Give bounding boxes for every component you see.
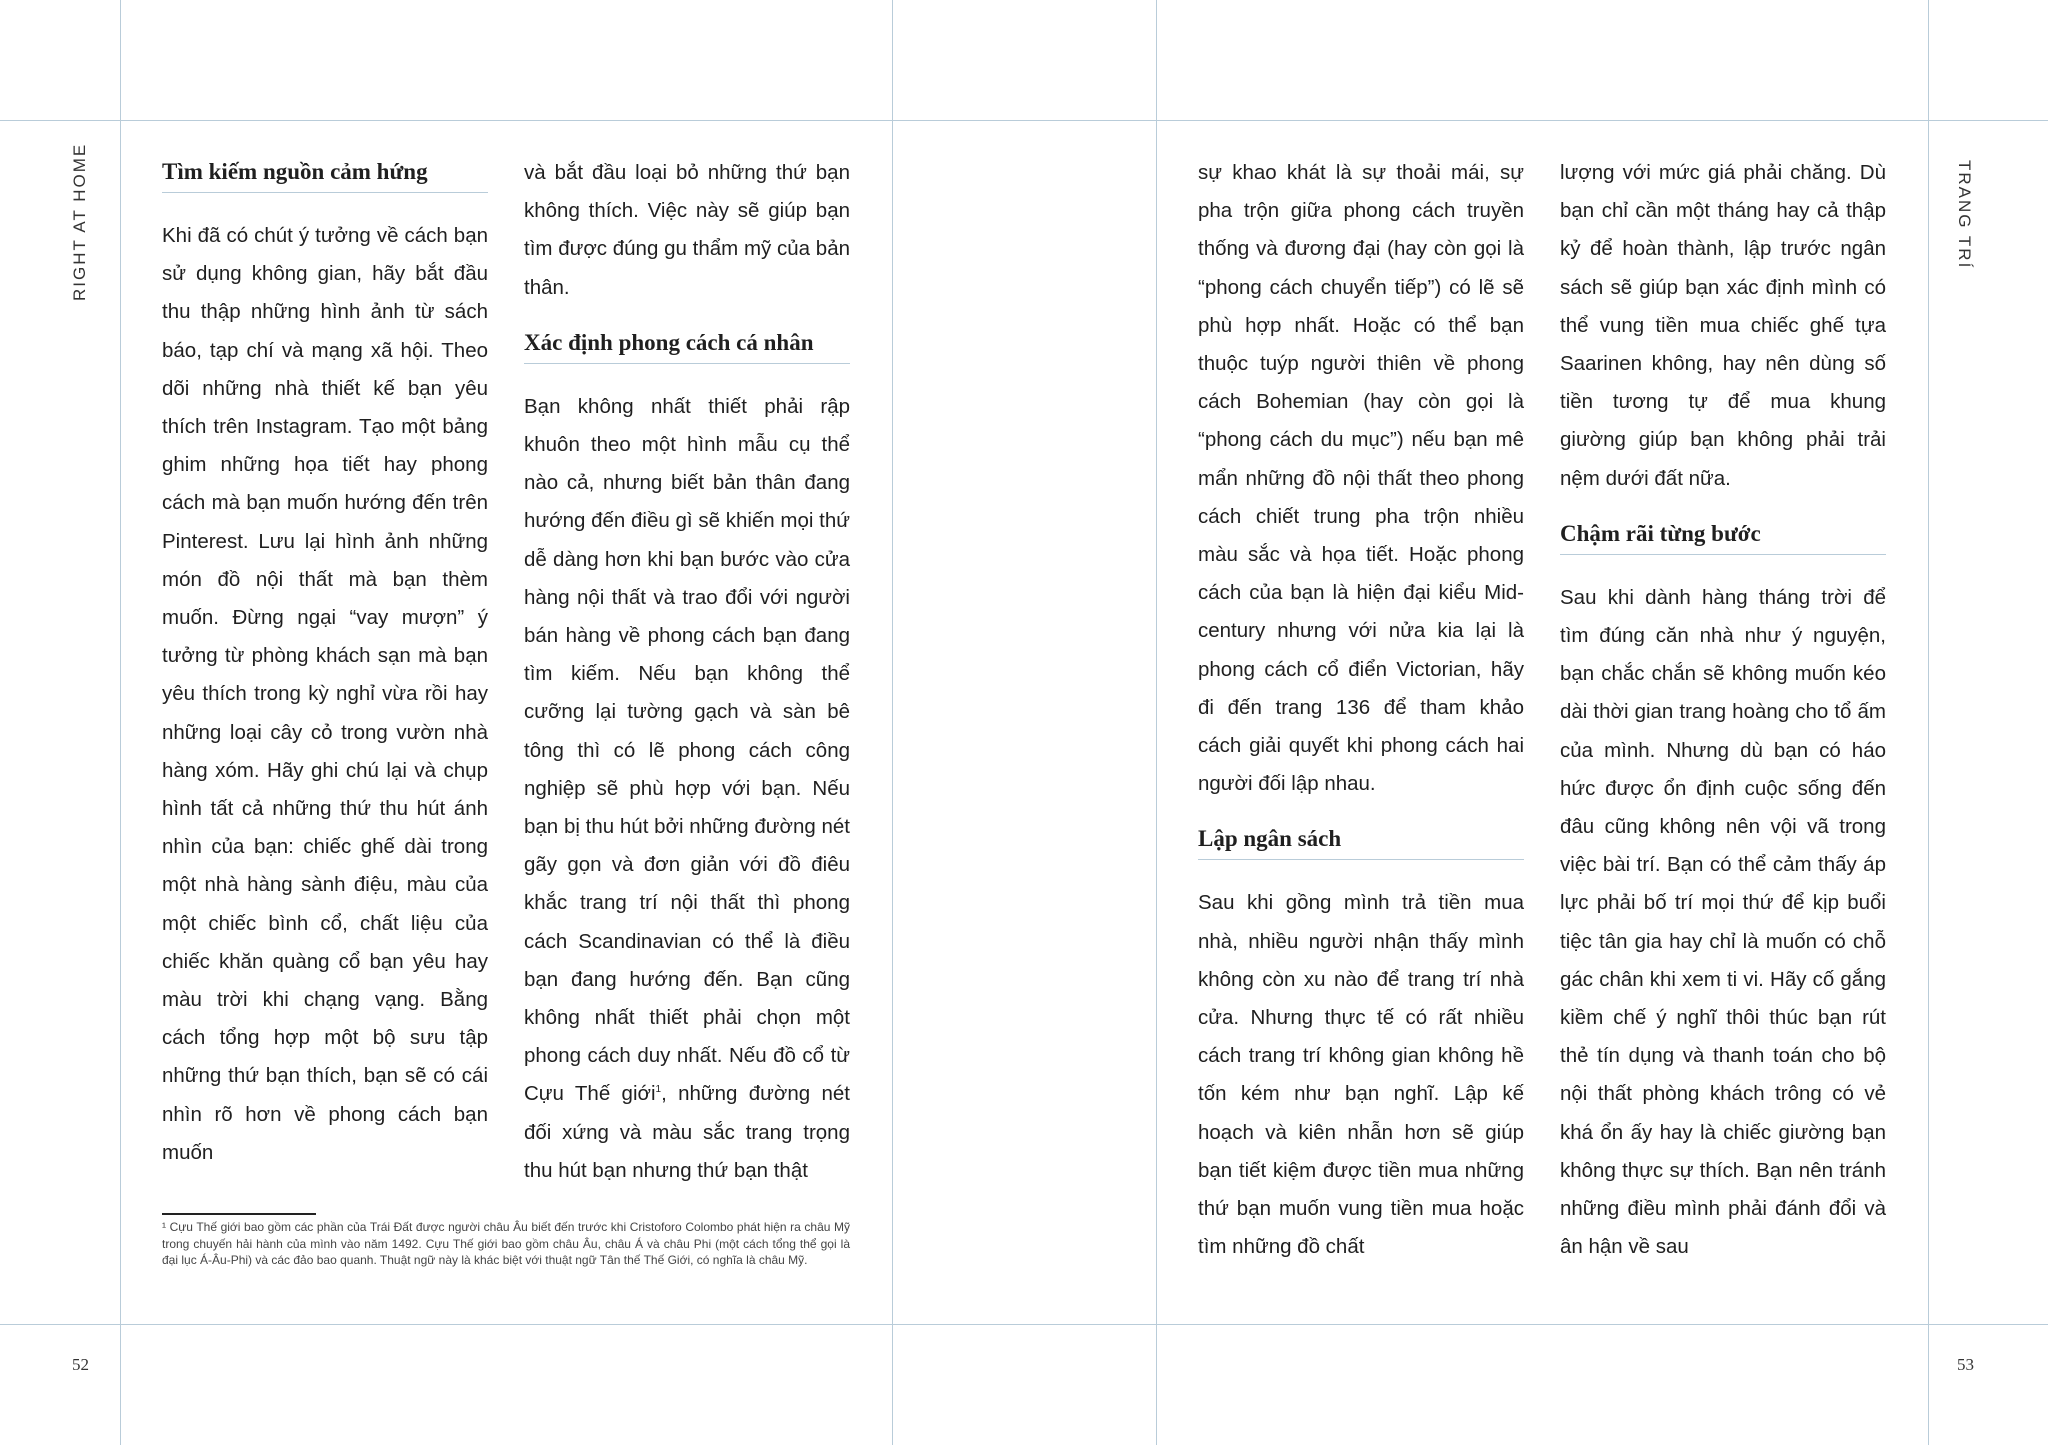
body-paragraph: Khi đã có chút ý tưởng về cách bạn sử dụng không gian, hãy bắt đầu thu thập những hình ảnh từ sách báo, tạp chí và mạng xã hội. Theo dõi những nhà thiết kế bạn yêu thích trên Instagram. Tạo một bảng ghim những họa tiết hay phong cách mà bạn muốn hướng đến trên Pinterest. Lưu lại hình ảnh những món đồ nội thất mà bạn thèm muốn. Đừng ngại “vay mượn” ý tưởng từ phòng khách sạn mà bạn yêu thích trong kỳ nghỉ vừa rồi hay những loại cây cỏ trong vườn nhà hàng xóm. Hãy ghi chú lại và chụp hình tất cả những thứ thu hút ánh nhìn của bạn: chiếc ghế dài trong một nhà hàng sành điệu, màu của một chiếc bình cổ, chất liệu của chiếc khăn quàng cổ bạn yêu hay màu trời khi chạng vạng. Bằng cách tổng hợp một bộ sưu tập những thứ bạn thích, bạn sẽ có cái nhìn rõ hơn về phong cách bạn muốn bbox=[162, 224, 488, 1164]
right-page-column-2 bbox=[1560, 154, 1886, 1266]
grid-line-vertical bbox=[1156, 0, 1157, 1445]
body-text: Bạn không nhất thiết phải rập khuôn theo một hình mẫu cụ thể nào cả, nhưng biết bản thân đang hướng đến điều gì sẽ khiến mọi thứ dễ dàng hơn khi bạn bước vào cửa hàng nội thất và trao đổi với người bán hàng về phong cách bạn đang tìm kiếm. Nếu bạn không thể cưỡng lại tường gạch và sàn bê tông thì có lẽ phong cách công nghiệp sẽ phù hợp với bạn. Nếu bạn bị thu hút bởi những đường nét gãy gọn và đơn giản với đồ điêu khắc trang trí nội thất thì phong cách Scandinavian có thể là điều bạn đang hướng đến. Bạn cũng không nhất thiết phải chọn một phong cách duy nhất. Nếu đồ cổ từ Cựu Thế giới bbox=[524, 394, 850, 1106]
body-paragraph: lượng với mức giá phải chăng. Dù bạn chỉ cần một tháng hay cả thập kỷ để hoàn thành, lập trước ngân sách sẽ giúp bạn xác định mình có thể vung tiền mua chiếc ghế tựa Saarinen không, hay nên dùng số tiền tương tự để mua khung giường giúp bạn không phải trải nệm dưới đất nữa. bbox=[1560, 161, 1886, 490]
running-header-left: RIGHT AT HOME bbox=[70, 142, 89, 301]
body-paragraph: và bắt đầu loại bỏ những thứ bạn không thích. Việc này sẽ giúp bạn tìm được đúng gu thẩm mỹ của bản thân. bbox=[524, 161, 850, 299]
section-heading: Xác định phong cách cá nhân bbox=[524, 325, 850, 364]
left-page-column-1 bbox=[162, 154, 488, 1172]
grid-line-vertical bbox=[1928, 0, 1929, 1445]
right-page-column-1 bbox=[1198, 154, 1524, 1266]
footnote: ¹ Cựu Thế giới bao gồm các phần của Trái Đất được người châu Âu biết đến trước khi Cristoforo Colombo phát hiện ra châu Mỹ trong chuyến hải hành của mình vào năm 1492. Cựu Thế giới bao gồm châu Âu, châu Á và châu Phi (một cách tổng thể gọi là đại lục Á-Âu-Phi) và các đảo bao quanh. Thuật ngữ này là khác biệt với thuật ngữ Tân thế Thế Giới, có nghĩa là châu Mỹ. bbox=[162, 1220, 850, 1267]
page-number-right: 53 bbox=[1957, 1355, 1974, 1374]
body-text: , những đường nét đối xứng và màu sắc trang trọng thu hút bạn nhưng thứ bạn thật bbox=[524, 1082, 850, 1182]
section-heading: Chậm rãi từng bước bbox=[1560, 516, 1886, 555]
section-heading: Lập ngân sách bbox=[1198, 821, 1524, 860]
grid-line-horizontal bbox=[0, 1324, 2048, 1325]
grid-line-vertical bbox=[120, 0, 121, 1445]
body-paragraph bbox=[524, 388, 850, 1190]
footnote-rule bbox=[162, 1213, 316, 1215]
footnote-marker: 1 bbox=[655, 1084, 662, 1096]
body-paragraph: Sau khi dành hàng tháng trời để tìm đúng căn nhà như ý nguyện, bạn chắc chắn sẽ không muốn kéo dài thời gian trang hoàng cho tổ ấm của mình. Nhưng dù bạn có háo hức được ổn định cuộc sống đến đâu cũng không nên vội vã trong việc bài trí. Bạn có thể cảm thấy áp lực phải bố trí mọi thứ để kịp buổi tiệc tân gia hay chỉ là muốn có chỗ gác chân khi xem ti vi. Hãy cố gắng kiềm chế ý nghĩ thôi thúc bạn rút thẻ tín dụng và thanh toán cho bộ nội thất phòng khách trông có vẻ khá ổn ấy hay là chiếc giường bạn không thực sự thích. Bạn nên tránh những điều mình phải đánh đổi và ân hận về sau bbox=[1560, 585, 1886, 1259]
body-paragraph: sự khao khát là sự thoải mái, sự pha trộn giữa phong cách truyền thống và đương đại (hay còn gọi là “phong cách chuyển tiếp”) có lẽ sẽ phù hợp nhất. Hoặc có thể bạn thuộc tuýp người thiên về phong cách Bohemian (hay còn gọi là “phong cách du mục”) nếu bạn mê mẩn những đồ nội thất theo phong cách chiết trung pha trộn nhiều màu sắc và họa tiết. Hoặc phong cách của bạn là hiện đại kiểu Mid-century nhưng với nửa kia lại là phong cách cổ điển Victorian, hãy đi đến trang 136 để tham khảo cách giải quyết khi phong cách hai người đối lập nhau. bbox=[1198, 161, 1524, 796]
running-header-right: TRANG TRÍ bbox=[1955, 160, 1974, 270]
page-number-left: 52 bbox=[72, 1355, 89, 1374]
section-heading: Tìm kiếm nguồn cảm hứng bbox=[162, 154, 488, 193]
body-paragraph: Sau khi gồng mình trả tiền mua nhà, nhiều người nhận thấy mình không còn xu nào để trang trí nhà cửa. Nhưng thực tế có rất nhiều cách trang trí không gian không hề tốn kém như bạn nghĩ. Lập kế hoạch và kiên nhẫn hơn sẽ giúp bạn tiết kiệm được tiền mua những thứ bạn muốn vung tiền mua hoặc tìm những đồ chất bbox=[1198, 891, 1524, 1259]
grid-line-horizontal bbox=[0, 120, 2048, 121]
grid-line-vertical bbox=[892, 0, 893, 1445]
left-page-column-2 bbox=[524, 154, 850, 1190]
